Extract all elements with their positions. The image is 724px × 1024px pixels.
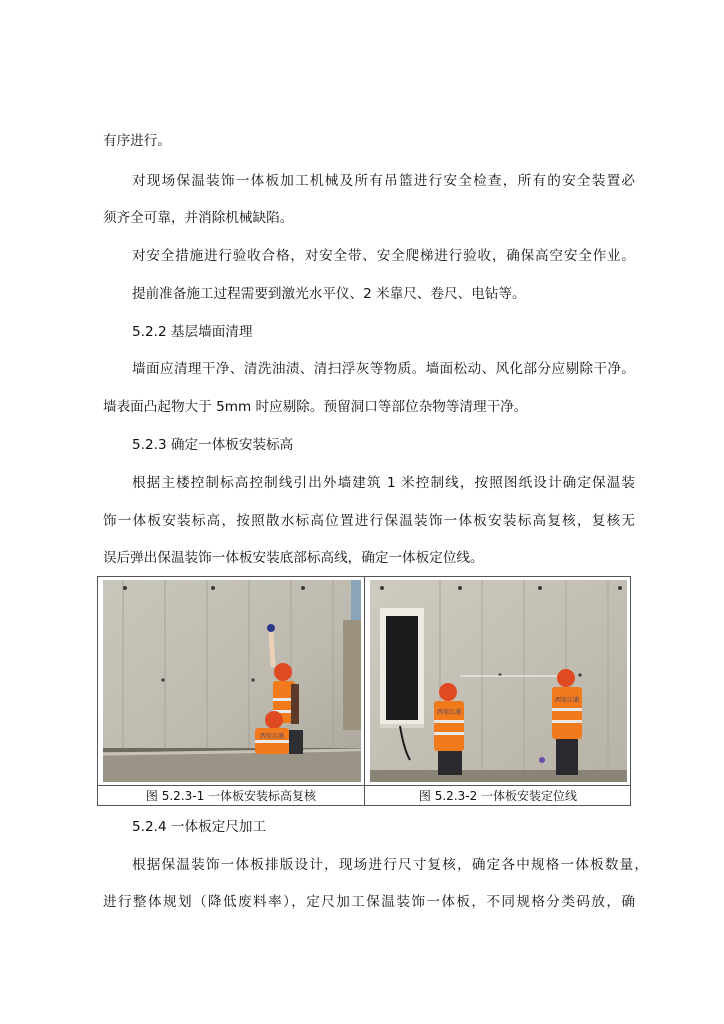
paragraph-line: 对现场保温装饰一体板加工机械及所有吊篮进行安全检查，所有的安全装置必 [132,173,635,189]
paragraph-line: 有序进行。 [103,133,171,149]
paragraph-line: 须齐全可靠，并消除机械缺陷。 [103,210,294,226]
figure-cell-1 [98,577,365,785]
figure-table [97,576,631,806]
paragraph-line: 墙表面凸起物大于 5mm 时应剔除。预留洞口等部位杂物等清理干净。 [103,399,528,415]
photo-elevation-check [103,580,361,782]
section-heading: 5.2.4 一体板定尺加工 [132,819,267,835]
svg-text:西安江浦: 西安江浦 [554,697,580,704]
paragraph-line: 根据主楼控制标高控制线引出外墙建筑 1 米控制线，按照图纸设计确定保温装 [132,475,635,491]
paragraph-line: 对安全措施进行验收合格，对安全带、安全爬梯进行验收，确保高空安全作业。 [132,248,635,264]
figure-cell-2 [365,577,631,785]
svg-text:西安江浦: 西安江浦 [259,733,285,740]
paragraph-line: 饰一体板安装标高，按照散水标高位置进行保温装饰一体板安装标高复核，复核无 [103,513,635,529]
paragraph-line: 提前准备施工过程需要到激光水平仪、2 米靠尺、卷尺、电钻等。 [132,286,526,302]
photo-positioning-line [370,580,627,782]
paragraph-line: 进行整体规划（降低废料率），定尺加工保温装饰一体板，不同规格分类码放，确 [103,894,635,910]
section-heading: 5.2.3 确定一体板安装标高 [132,437,294,453]
paragraph-line: 根据保温装饰一体板排版设计，现场进行尺寸复核，确定各中规格一体板数量， [132,857,648,873]
svg-text:西安江浦: 西安江浦 [436,709,462,716]
figure-caption-1: 图 5.2.3-1 一体板安装标高复核 [98,785,365,806]
paragraph-line: 墙面应清理干净、清洗油渍、清扫浮灰等物质。墙面松动、风化部分应剔除干净。 [132,361,635,377]
figure-caption-2: 图 5.2.3-2 一体板安装定位线 [365,785,631,806]
paragraph-line: 误后弹出保温装饰一体板安装底部标高线，确定一体板定位线。 [103,550,484,566]
section-heading: 5.2.2 基层墙面清理 [132,324,253,340]
